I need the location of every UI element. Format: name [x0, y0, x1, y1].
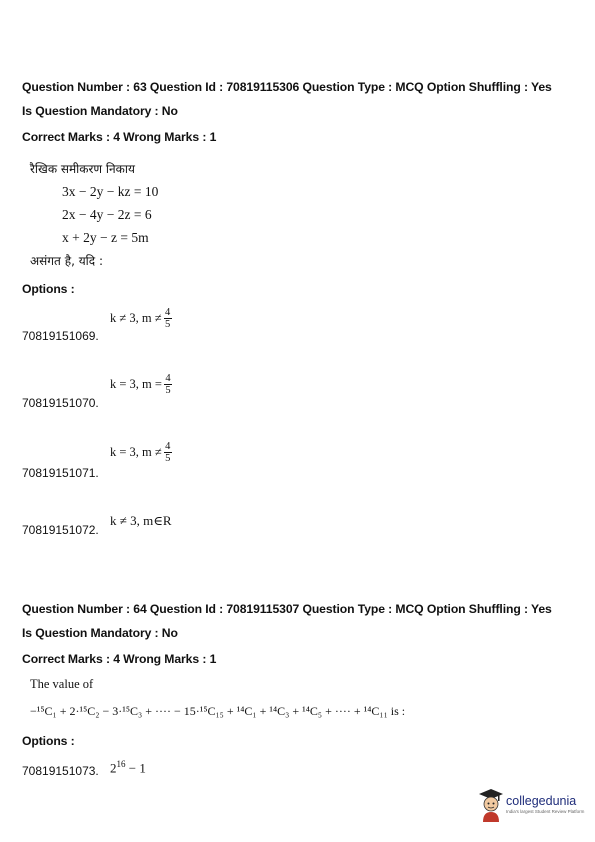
q64-header-line1: Question Number : 64 Question Id : 70819115307 Question Type : MCQ Option Shuffling : Yes	[22, 602, 552, 616]
q63-option-1-value	[110, 307, 172, 330]
fraction-numerator: 4	[164, 307, 171, 318]
logo-name: collegedunia	[506, 794, 577, 808]
q63-intro-hindi: रैखिक समीकरण निकाय	[30, 162, 135, 176]
q64-expression: −¹⁵C₁ + 2·¹⁵C₂ − 3·¹⁵C₃ + ···· − 15·¹⁵C₁₅ + ¹⁴C₁ + ¹⁴C₃ + ¹⁴C₅ + ···· + ¹⁴C₁₁ is :	[30, 704, 406, 718]
q64-intro: The value of	[30, 677, 94, 691]
option-base: 2	[110, 760, 117, 776]
q64-option-1-id[interactable]: 70819151073.	[22, 764, 99, 778]
q63-option-4-value: k ≠ 3, m∈R	[110, 513, 172, 528]
q63-equation-2: 2x − 4y − 2z = 6	[62, 207, 152, 222]
q64-marks-line: Correct Marks : 4 Wrong Marks : 1	[22, 652, 217, 666]
fraction	[164, 441, 172, 464]
q64-option-1-value	[110, 759, 146, 776]
option-text: k = 3, m =	[110, 377, 162, 391]
q63-option-3-value	[110, 441, 172, 464]
option-text: k ≠ 3, m ≠	[110, 311, 162, 325]
option-rest: − 1	[125, 760, 146, 776]
graduate-mascot-icon	[478, 788, 504, 822]
q63-mandatory-line: Is Question Mandatory : No	[22, 104, 178, 118]
fraction-numerator: 4	[165, 373, 171, 384]
q63-header-line1: Question Number : 63 Question Id : 70819115306 Question Type : MCQ Option Shuffling : Yes	[22, 80, 552, 94]
q63-options-label: Options :	[22, 282, 75, 296]
q63-option-1-id[interactable]: 70819151069.	[22, 329, 99, 343]
q63-option-3-id[interactable]: 70819151071.	[22, 466, 99, 480]
fraction	[164, 307, 172, 330]
fraction-denominator: 5	[165, 385, 171, 396]
q64-options-label: Options :	[22, 734, 75, 748]
q63-marks-line: Correct Marks : 4 Wrong Marks : 1	[22, 130, 217, 144]
q63-equation-1: 3x − 2y − kz = 10	[62, 184, 159, 199]
fraction-denominator: 5	[165, 453, 171, 464]
logo-tagline: India's largest Student Review Platform	[506, 809, 585, 814]
q64-mandatory-line: Is Question Mandatory : No	[22, 626, 178, 640]
q63-option-2-value	[110, 373, 172, 396]
fraction-denominator: 5	[164, 319, 171, 330]
q63-option-2-id[interactable]: 70819151070.	[22, 396, 99, 410]
q63-equation-3: x + 2y − z = 5m	[62, 230, 149, 245]
option-text: k = 3, m ≠	[110, 445, 162, 459]
option-exponent: 16	[116, 759, 126, 769]
fraction-numerator: 4	[165, 441, 171, 452]
q63-option-4-id[interactable]: 70819151072.	[22, 523, 99, 537]
collegedunia-logo	[478, 788, 585, 828]
fraction	[164, 373, 172, 396]
q63-outro-hindi: असंगत है, यदि :	[30, 254, 103, 268]
